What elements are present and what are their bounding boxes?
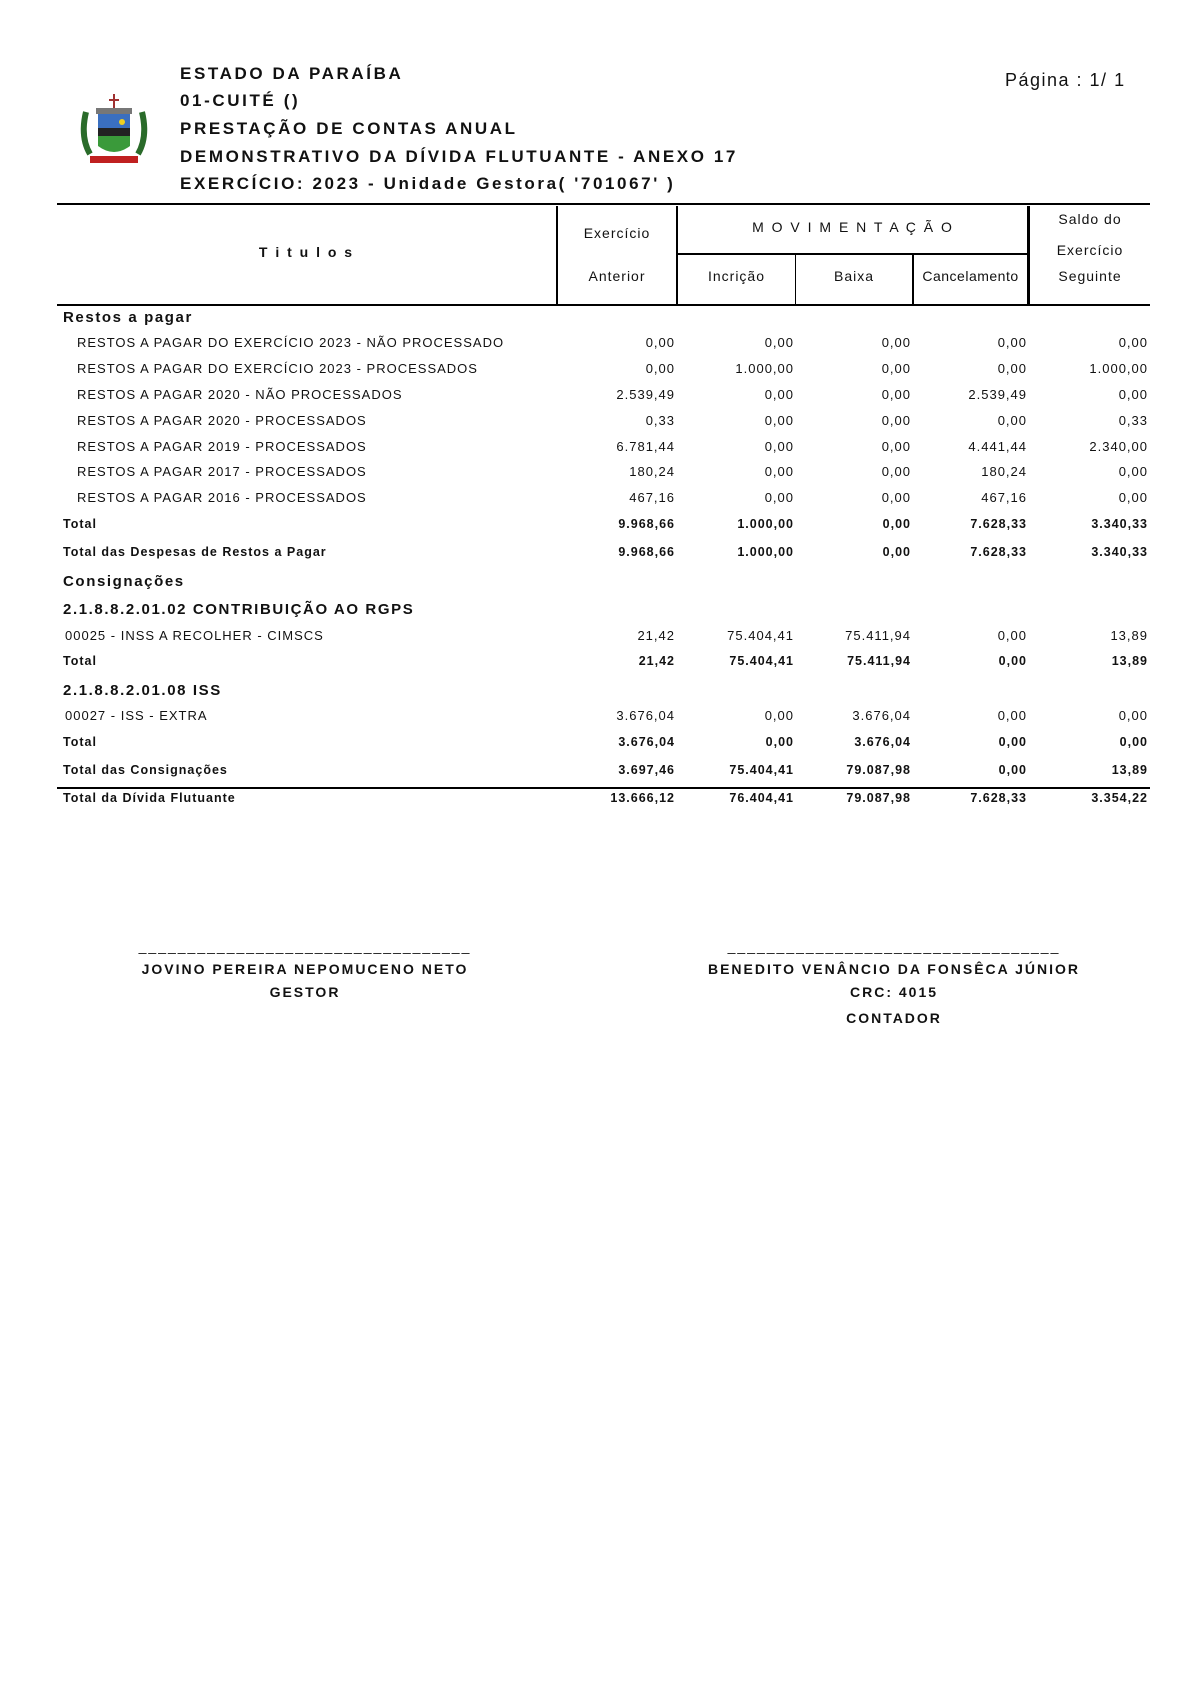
row-label: RESTOS A PAGAR 2016 - PROCESSADOS: [77, 490, 367, 505]
value-cell: 0,00: [998, 654, 1027, 668]
value-cell: 467,16: [981, 490, 1027, 505]
value-cell: 3.676,04: [616, 708, 675, 723]
value-cell: 2.340,00: [1089, 439, 1148, 454]
value-cell: 75.411,94: [845, 628, 911, 643]
value-cell: 0,00: [881, 361, 911, 376]
value-cell: 1.000,00: [737, 517, 794, 531]
value-cell: 0,00: [764, 387, 794, 402]
value-cell: 7.628,33: [970, 517, 1027, 531]
value-cell: 3.354,22: [1091, 791, 1148, 805]
signature-line: __________________________________: [138, 938, 472, 954]
signer-role-gestor: GESTOR: [269, 984, 341, 1000]
value-cell: 9.968,66: [618, 517, 675, 531]
value-cell: 0,00: [997, 361, 1027, 376]
value-cell: 2.539,49: [616, 387, 675, 402]
total-label: Total: [63, 735, 97, 749]
value-cell: 75.404,41: [729, 654, 794, 668]
row-label: RESTOS A PAGAR DO EXERCÍCIO 2023 - PROCESSADOS: [77, 361, 478, 376]
value-cell: 1.000,00: [735, 361, 794, 376]
coat-of-arms-logo: [76, 92, 152, 168]
value-cell: 0,00: [764, 335, 794, 350]
value-cell: 0,00: [1118, 490, 1148, 505]
value-cell: 0,00: [997, 335, 1027, 350]
section-heading: 2.1.8.8.2.01.02 CONTRIBUIÇÃO AO RGPS: [63, 601, 415, 618]
value-cell: 0,00: [881, 335, 911, 350]
value-cell: 0,33: [645, 413, 675, 428]
value-cell: 2.539,49: [968, 387, 1027, 402]
col-header-saldo: Saldo do: [1058, 211, 1122, 227]
value-cell: 0,00: [764, 708, 794, 723]
value-cell: 6.781,44: [616, 439, 675, 454]
value-cell: 3.340,33: [1091, 545, 1148, 559]
total-label: Total: [63, 517, 97, 531]
value-cell: 0,00: [882, 545, 911, 559]
value-cell: 0,00: [881, 439, 911, 454]
value-cell: 0,00: [997, 708, 1027, 723]
row-label: RESTOS A PAGAR 2017 - PROCESSADOS: [77, 464, 367, 479]
col-header-anterior: Anterior: [588, 268, 646, 284]
total-label: Total da Dívida Flutuante: [63, 791, 236, 805]
movimentacao-rule: [676, 253, 1029, 255]
page-number: Página : 1/ 1: [1005, 70, 1126, 90]
value-cell: 0,00: [645, 335, 675, 350]
value-cell: 21,42: [637, 628, 675, 643]
value-cell: 75.404,41: [729, 763, 794, 777]
signer-crc: CRC: 4015: [849, 984, 939, 1000]
value-cell: 0,00: [1118, 708, 1148, 723]
value-cell: 0,00: [881, 490, 911, 505]
row-label: RESTOS A PAGAR DO EXERCÍCIO 2023 - NÃO PROCESSADO: [77, 335, 505, 350]
row-label: RESTOS A PAGAR 2020 - PROCESSADOS: [77, 413, 367, 428]
value-cell: 0,00: [997, 628, 1027, 643]
value-cell: 0,00: [764, 439, 794, 454]
value-cell: 4.441,44: [968, 439, 1027, 454]
col-header-exercicio: Exercício: [583, 225, 651, 241]
header-state: ESTADO DA PARAÍBA: [180, 64, 404, 83]
value-cell: 0,00: [1118, 387, 1148, 402]
value-cell: 467,16: [629, 490, 675, 505]
col-header-inscricao: Incrição: [707, 268, 766, 284]
value-cell: 0,00: [881, 413, 911, 428]
value-cell: 1.000,00: [737, 545, 794, 559]
col-header-movimentacao: M O V I M E N T A Ç Ã O: [752, 219, 954, 235]
value-cell: 0,00: [997, 413, 1027, 428]
value-cell: 75.404,41: [727, 628, 794, 643]
col-divider: [556, 206, 558, 304]
col-header-titulos: T i t u l o s: [258, 244, 355, 260]
value-cell: 0,00: [1118, 464, 1148, 479]
value-cell: 0,00: [1118, 335, 1148, 350]
col-header-saldo: Exercício: [1056, 242, 1124, 258]
value-cell: 0,00: [764, 464, 794, 479]
table-top-rule: [57, 203, 1150, 205]
signature-line: __________________________________: [727, 938, 1061, 954]
col-header-saldo: Seguinte: [1058, 268, 1122, 284]
value-cell: 13,89: [1111, 763, 1148, 777]
value-cell: 0,00: [881, 464, 911, 479]
value-cell: 7.628,33: [970, 545, 1027, 559]
col-header-cancelamento: Cancelamento: [922, 268, 1019, 284]
value-cell: 0,00: [998, 735, 1027, 749]
value-cell: 180,24: [981, 464, 1027, 479]
section-heading: Restos a pagar: [63, 309, 193, 326]
value-cell: 1.000,00: [1089, 361, 1148, 376]
value-cell: 79.087,98: [846, 763, 911, 777]
value-cell: 3.340,33: [1091, 517, 1148, 531]
value-cell: 13,89: [1110, 628, 1148, 643]
value-cell: 13.666,12: [610, 791, 675, 805]
signer-role-contador: CONTADOR: [846, 1010, 942, 1026]
row-label: 00025 - INSS A RECOLHER - CIMSCS: [65, 628, 324, 643]
section-heading: Consignações: [63, 573, 185, 590]
header-exercise: EXERCÍCIO: 2023 - Unidade Gestora( '701067' ): [180, 174, 676, 193]
row-label: 00027 - ISS - EXTRA: [65, 708, 208, 723]
value-cell: 13,89: [1111, 654, 1148, 668]
total-label: Total das Consignações: [63, 763, 228, 777]
value-cell: 0,00: [881, 387, 911, 402]
final-total-rule: [57, 787, 1150, 789]
value-cell: 76.404,41: [729, 791, 794, 805]
value-cell: 0,00: [764, 490, 794, 505]
value-cell: 180,24: [629, 464, 675, 479]
value-cell: 3.676,04: [854, 735, 911, 749]
row-label: RESTOS A PAGAR 2020 - NÃO PROCESSADOS: [77, 387, 403, 402]
value-cell: 0,33: [1118, 413, 1148, 428]
value-cell: 9.968,66: [618, 545, 675, 559]
value-cell: 0,00: [764, 413, 794, 428]
value-cell: 0,00: [645, 361, 675, 376]
col-header-baixa: Baixa: [833, 268, 875, 284]
value-cell: 7.628,33: [970, 791, 1027, 805]
value-cell: 0,00: [765, 735, 794, 749]
value-cell: 3.676,04: [618, 735, 675, 749]
value-cell: 3.697,46: [618, 763, 675, 777]
total-label: Total: [63, 654, 97, 668]
value-cell: 21,42: [638, 654, 675, 668]
value-cell: 79.087,98: [846, 791, 911, 805]
row-label: RESTOS A PAGAR 2019 - PROCESSADOS: [77, 439, 367, 454]
table-header-rule: [57, 304, 1150, 306]
signer-name-contador: BENEDITO VENÂNCIO DA FONSÊCA JÚNIOR: [707, 961, 1081, 977]
value-cell: 75.411,94: [847, 654, 911, 668]
header-report-title: DEMONSTRATIVO DA DÍVIDA FLUTUANTE - ANEXO 17: [180, 147, 738, 166]
header-municipality: 01-CUITÉ (): [180, 91, 301, 110]
signer-name-gestor: JOVINO PEREIRA NEPOMUCENO NETO: [141, 961, 469, 977]
total-label: Total das Despesas de Restos a Pagar: [63, 545, 327, 559]
value-cell: 0,00: [998, 763, 1027, 777]
value-cell: 3.676,04: [852, 708, 911, 723]
header-report-type: PRESTAÇÃO DE CONTAS ANUAL: [180, 119, 518, 138]
value-cell: 0,00: [1119, 735, 1148, 749]
value-cell: 0,00: [882, 517, 911, 531]
section-heading: 2.1.8.8.2.01.08 ISS: [63, 682, 222, 699]
